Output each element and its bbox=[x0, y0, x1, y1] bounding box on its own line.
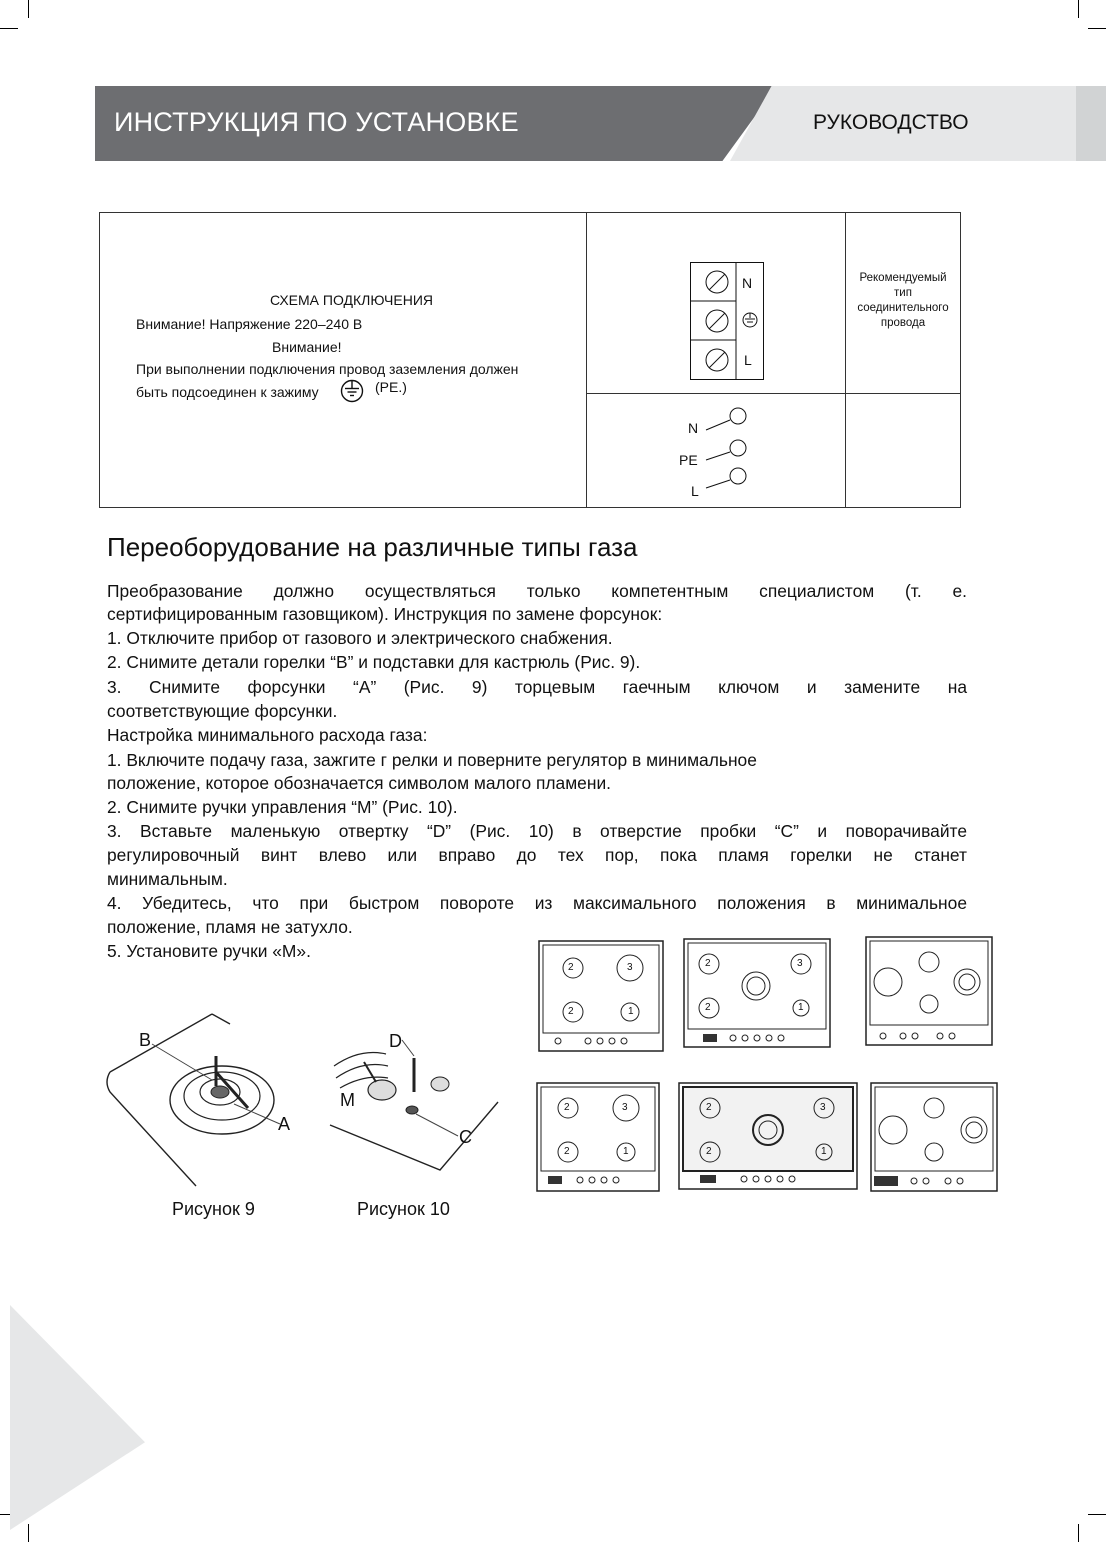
recommended-line: соединительного bbox=[857, 302, 949, 314]
burner-number: 2 bbox=[568, 1006, 574, 1017]
wire-l-label: L bbox=[691, 483, 699, 499]
crop-mark bbox=[28, 1524, 29, 1542]
burner-number: 1 bbox=[623, 1146, 629, 1157]
burner-number: 2 bbox=[706, 1146, 712, 1157]
paragraph-line: 2. Снимите детали горелки “B” и подставки для кастрюль (Рис. 9). bbox=[107, 652, 641, 672]
page-subtitle: РУКОВОДСТВО bbox=[813, 111, 969, 134]
recommended-cable-note bbox=[845, 271, 961, 331]
pe-label: (PE.) bbox=[375, 379, 407, 395]
burner-number: 2 bbox=[564, 1146, 570, 1157]
burner-number: 3 bbox=[820, 1102, 826, 1113]
recommended-line: тип bbox=[894, 287, 912, 299]
figure-9-drawing bbox=[100, 1010, 280, 1190]
crop-mark bbox=[28, 0, 29, 18]
burner-number: 1 bbox=[798, 1002, 804, 1013]
fig10-label-c: C bbox=[459, 1127, 472, 1147]
paragraph-line: регулировочный винт влево или вправо до тех пор, пока пламя горелки не станет bbox=[107, 845, 967, 865]
paragraph-line: Настройка минимального расхода газа: bbox=[107, 725, 428, 745]
paragraph-line: положение, которое обозначается символом малого пламени. bbox=[107, 773, 612, 793]
page-title: ИНСТРУКЦИЯ ПО УСТАНОВКЕ bbox=[114, 107, 519, 137]
table-divider bbox=[586, 393, 960, 394]
recommended-line: провода bbox=[880, 317, 926, 329]
crop-mark bbox=[1078, 0, 1079, 18]
paragraph-line: 3. Вставьте маленькую отвертку “D” (Рис. 10) в отверстие пробки “C” и поворачивайте bbox=[107, 821, 967, 841]
crop-mark bbox=[1088, 28, 1106, 29]
table-divider bbox=[845, 213, 846, 507]
wiring-title: СХЕМА ПОДКЛЮЧЕНИЯ bbox=[270, 292, 433, 308]
hob-model-3 bbox=[865, 936, 993, 1046]
ground-icon bbox=[340, 379, 364, 403]
hob-model-2 bbox=[683, 938, 831, 1048]
wire-diagram bbox=[700, 399, 760, 499]
recommended-line: Рекомендуемый bbox=[859, 272, 947, 284]
burner-number: 1 bbox=[628, 1006, 634, 1017]
crop-mark bbox=[1088, 1514, 1106, 1515]
wiring-ground-line1: При выполнении подключения провод заземления должен bbox=[136, 361, 519, 377]
terminal-block bbox=[690, 262, 764, 382]
paragraph-line: соответствующие форсунки. bbox=[107, 701, 338, 721]
fig9-label-b: B bbox=[139, 1030, 152, 1050]
wire-n-label: N bbox=[688, 420, 699, 436]
corner-decoration bbox=[10, 1305, 145, 1530]
table-divider bbox=[586, 213, 587, 507]
wiring-table bbox=[99, 212, 961, 508]
burner-number: 2 bbox=[705, 958, 711, 969]
section-heading: Переоборудование на различные типы газа bbox=[107, 532, 638, 562]
paragraph-line: сертифицированным газовщиком). Инструкция по замене форсунок: bbox=[107, 604, 663, 624]
paragraph-line: 2. Снимите ручки управления “M” (Рис. 10). bbox=[107, 797, 458, 817]
crop-mark bbox=[1078, 1524, 1079, 1542]
paragraph-line: минимальным. bbox=[107, 869, 228, 889]
figure-10-drawing bbox=[330, 1030, 500, 1180]
paragraph-line: положение, пламя не затухло. bbox=[107, 917, 353, 937]
crop-mark bbox=[0, 28, 18, 29]
header-edge bbox=[1076, 86, 1106, 161]
figure-10-caption: Рисунок 10 bbox=[357, 1199, 450, 1219]
hob-model-6 bbox=[870, 1082, 998, 1192]
burner-number: 3 bbox=[622, 1102, 628, 1113]
hob-model-1 bbox=[538, 940, 664, 1052]
paragraph-line: 3. Снимите форсунки “A” (Рис. 9) торцевым гаечным ключом и замените на bbox=[107, 677, 967, 697]
paragraph-line: 4. Убедитесь, что при быстром повороте из максимального положения в минимальное bbox=[107, 893, 967, 913]
paragraph-line: Преобразование должно осуществляться только компетентным специалистом (т. е. bbox=[107, 581, 967, 601]
fig10-label-m: M bbox=[340, 1090, 355, 1110]
paragraph-line: 1. Включите подачу газа, зажгите г релки и поверните регулятор в минимальное bbox=[107, 750, 757, 770]
terminal-n-label: N bbox=[742, 275, 753, 291]
burner-number: 2 bbox=[706, 1102, 712, 1113]
figure-9-caption: Рисунок 9 bbox=[172, 1199, 255, 1219]
hob-model-4 bbox=[536, 1082, 660, 1192]
burner-number: 3 bbox=[797, 958, 803, 969]
terminal-l-label: L bbox=[744, 352, 752, 368]
hob-model-5 bbox=[678, 1082, 858, 1190]
burner-number: 2 bbox=[568, 962, 574, 973]
paragraph-line: 1. Отключите прибор от газового и электрического снабжения. bbox=[107, 628, 613, 648]
wire-pe-label: PE bbox=[679, 452, 698, 468]
fig9-label-a: A bbox=[278, 1114, 291, 1134]
burner-number: 2 bbox=[564, 1102, 570, 1113]
burner-number: 3 bbox=[627, 962, 633, 973]
fig10-label-d: D bbox=[389, 1031, 402, 1051]
burner-number: 2 bbox=[705, 1002, 711, 1013]
wiring-voltage: Внимание! Напряжение 220–240 В bbox=[136, 316, 363, 332]
wiring-attention: Внимание! bbox=[272, 339, 342, 355]
burner-number: 1 bbox=[821, 1146, 827, 1157]
paragraph-line: 5. Установите ручки «M». bbox=[107, 941, 311, 961]
wiring-ground-line2: быть подсоединен к зажиму bbox=[136, 384, 319, 400]
